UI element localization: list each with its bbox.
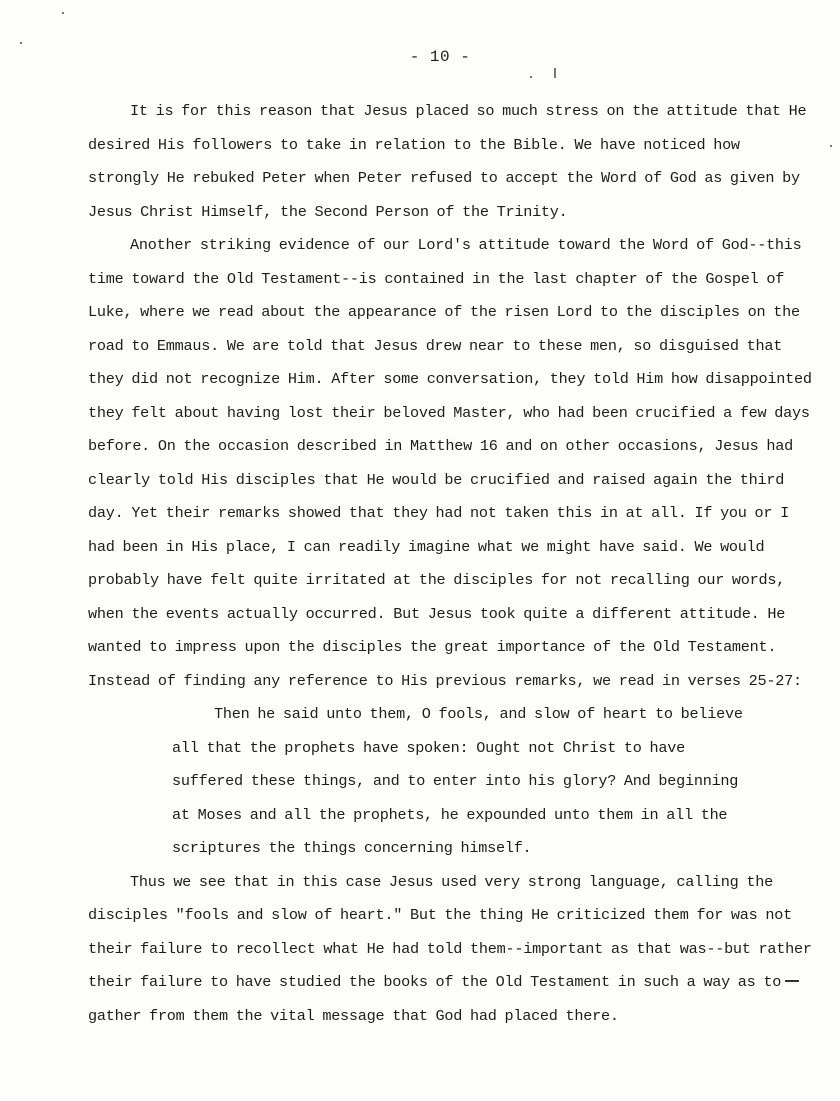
quote-line: Then he said unto them, O fools, and slow of heart to believe — [214, 705, 743, 723]
text-line: disciples "fools and slow of heart." But the thing He criticized them for was not — [88, 906, 792, 924]
text-line: clearly told His disciples that He would be crucified and raised again the third — [88, 470, 785, 489]
margin-dash-mark — [785, 980, 799, 982]
block-quote — [172, 698, 798, 866]
text-line: gather from them the vital message that God had placed there. — [88, 1006, 619, 1025]
paragraph-1 — [88, 95, 807, 229]
text-line: strongly He rebuked Peter when Peter refused to accept the Word of God as given by — [88, 169, 800, 187]
text-line: road to Emmaus. We are told that Jesus drew near to these men, so disguised that — [88, 336, 783, 355]
paragraph-4 — [88, 866, 812, 1034]
text-line: Luke, where we read about the appearance of the risen Lord to the disciples on the — [88, 303, 800, 321]
text-line: desired His followers to take in relation to the Bible. We have noticed how — [88, 135, 740, 154]
document-body — [88, 95, 812, 1033]
scan-speck — [554, 68, 556, 78]
text-line: probably have felt quite irritated at the disciples for not recalling our words, — [88, 571, 786, 589]
text-line: Thus we see that in this case Jesus used very strong language, calling the — [130, 872, 773, 891]
text-line: had been in His place, I can readily imagine what we might have said. We would — [88, 537, 765, 556]
quote-line: suffered these things, and to enter into his glory? And beginning — [172, 772, 739, 790]
scan-speck — [530, 76, 532, 78]
text-line: Jesus Christ Himself, the Second Person of the Trinity. — [88, 202, 568, 221]
text-line: their failure to have studied the books of the Old Testament in such a way as to — [88, 973, 782, 991]
text-line: day. Yet their remarks showed that they had not taken this in at all. If you or I — [88, 504, 789, 522]
text-line: their failure to recollect what He had told them--important as that was--but rather — [88, 939, 812, 958]
page-number: - 10 - — [409, 48, 471, 66]
quote-line: all that the prophets have spoken: Ought not Christ to have — [172, 738, 685, 757]
text-line: when the events actually occurred. But Jesus took quite a different attitude. He — [88, 604, 786, 623]
scan-speck — [20, 42, 22, 44]
text-line: Instead of finding any reference to His previous remarks, we read in verses 25-27: — [88, 671, 802, 690]
scan-speck — [62, 12, 64, 14]
text-line: they did not recognize Him. After some conversation, they told Him how disappointed — [88, 370, 812, 388]
quote-line: scriptures the things concerning himself. — [172, 839, 532, 857]
paragraph-2 — [88, 229, 812, 698]
text-line: they felt about having lost their beloved Master, who had been crucified a few days — [88, 403, 810, 422]
text-line: It is for this reason that Jesus placed so much stress on the attitude that He — [130, 102, 807, 120]
text-line: time toward the Old Testament--is contained in the last chapter of the Gospel of — [88, 269, 785, 288]
text-line: Another striking evidence of our Lord's attitude toward the Word of God--this — [130, 236, 802, 254]
scan-speck — [830, 145, 832, 147]
text-line: before. On the occasion described in Matthew 16 and on other occasions, Jesus had — [88, 437, 793, 455]
quote-line: at Moses and all the prophets, he expounded unto them in all the — [172, 805, 728, 824]
text-line: wanted to impress upon the disciples the great importance of the Old Testament. — [88, 638, 777, 656]
